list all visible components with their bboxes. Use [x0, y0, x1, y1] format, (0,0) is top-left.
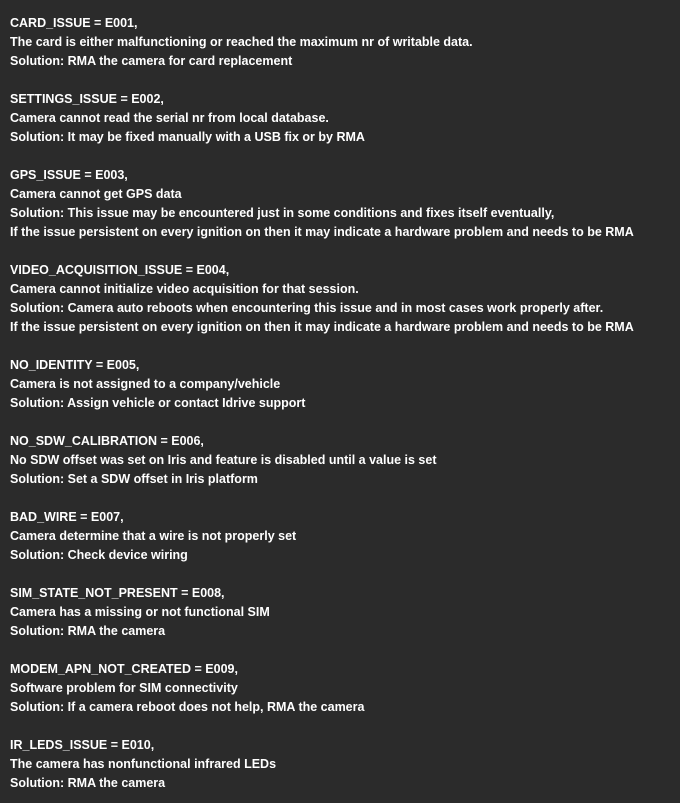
error-code-label: SIM_STATE_NOT_PRESENT = E008,: [10, 586, 225, 600]
error-description-line: Software problem for SIM connectivity: [10, 681, 238, 695]
error-code-label: GPS_ISSUE = E003,: [10, 168, 128, 182]
error-description-line: The camera has nonfunctional infrared LEDs: [10, 757, 277, 771]
error-code-label: BAD_WIRE = E007,: [10, 510, 124, 524]
error-code-entry: [10, 736, 670, 793]
error-code-label: MODEM_APN_NOT_CREATED = E009,: [10, 662, 238, 676]
error-solution-line: Solution: Assign vehicle or contact Idrive support: [10, 396, 306, 410]
error-solution-line: Solution: Camera auto reboots when encountering this issue and in most cases work properly after.: [10, 301, 604, 315]
error-code-label: CARD_ISSUE = E001,: [10, 16, 138, 30]
error-description-line: Camera has a missing or not functional SIM: [10, 605, 270, 619]
error-solution-line: Solution: RMA the camera: [10, 776, 166, 790]
error-code-entry: [10, 166, 670, 242]
error-description-line: Camera cannot get GPS data: [10, 187, 182, 201]
error-description-line: No SDW offset was set on Iris and feature is disabled until a value is set: [10, 453, 437, 467]
error-description-line: The card is either malfunctioning or reached the maximum nr of writable data.: [10, 35, 473, 49]
error-code-entry: [10, 90, 670, 147]
error-code-entry: [10, 356, 670, 413]
error-description-line: Camera is not assigned to a company/vehicle: [10, 377, 281, 391]
error-solution-line: Solution: If a camera reboot does not help, RMA the camera: [10, 700, 365, 714]
error-code-label: IR_LEDS_ISSUE = E010,: [10, 738, 155, 752]
error-description-line: Camera cannot read the serial nr from local database.: [10, 111, 329, 125]
error-code-entry: [10, 432, 670, 489]
error-code-entry: [10, 14, 670, 71]
error-description-line: If the issue persistent on every ignition on then it may indicate a hardware problem and needs to be RMA: [10, 320, 634, 334]
error-code-entry: [10, 508, 670, 565]
error-code-entry: [10, 261, 670, 337]
error-code-label: NO_IDENTITY = E005,: [10, 358, 140, 372]
error-solution-line: Solution: This issue may be encountered just in some conditions and fixes itself eventually,: [10, 206, 555, 220]
error-solution-line: Solution: Set a SDW offset in Iris platform: [10, 472, 258, 486]
error-solution-line: Solution: RMA the camera for card replacement: [10, 54, 293, 68]
error-code-label: SETTINGS_ISSUE = E002,: [10, 92, 164, 106]
error-solution-line: Solution: RMA the camera: [10, 624, 166, 638]
error-description-line: If the issue persistent on every ignition on then it may indicate a hardware problem and needs to be RMA: [10, 225, 634, 239]
error-code-entry: [10, 660, 670, 717]
error-code-label: NO_SDW_CALIBRATION = E006,: [10, 434, 204, 448]
error-description-line: Camera cannot initialize video acquisition for that session.: [10, 282, 359, 296]
error-solution-line: Solution: It may be fixed manually with a USB fix or by RMA: [10, 130, 365, 144]
error-description-line: Camera determine that a wire is not properly set: [10, 529, 297, 543]
error-code-entry: [10, 584, 670, 641]
error-solution-line: Solution: Check device wiring: [10, 548, 188, 562]
error-code-label: VIDEO_ACQUISITION_ISSUE = E004,: [10, 263, 230, 277]
